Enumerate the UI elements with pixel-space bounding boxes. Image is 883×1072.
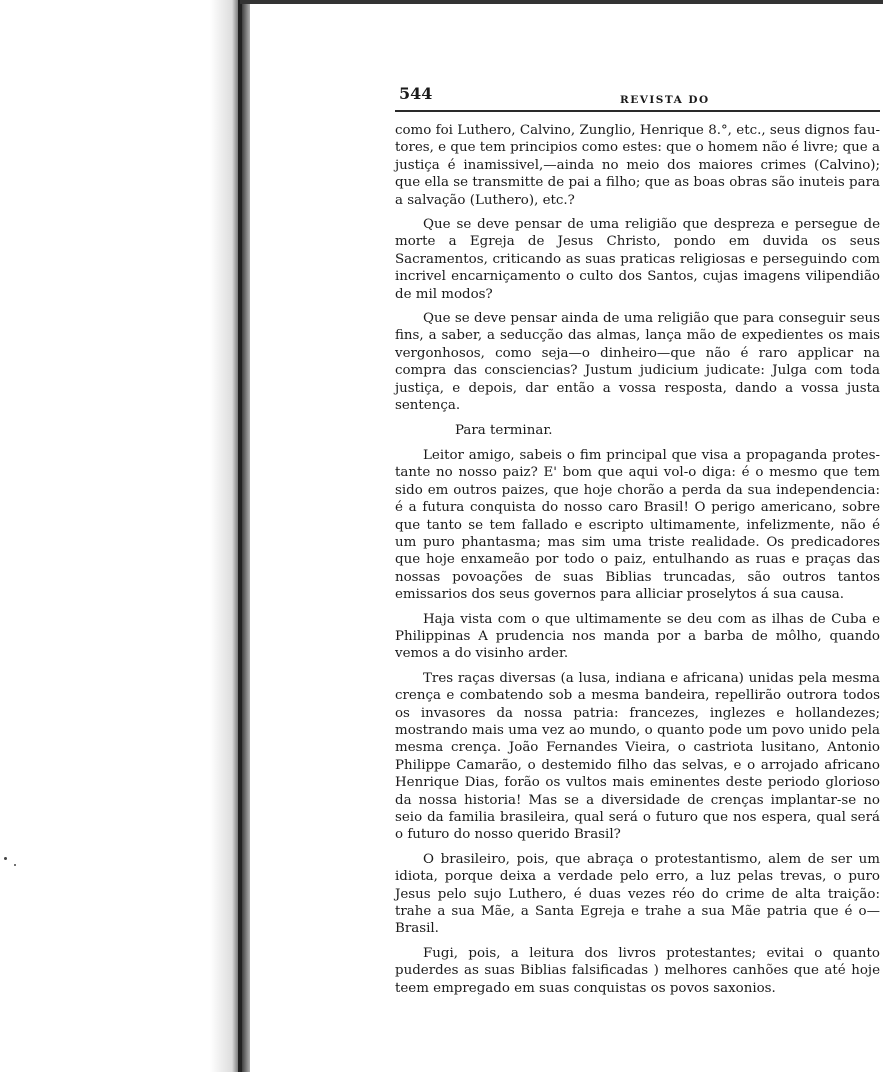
paragraph: Leitor amigo, sabeis o fim principal que visa a propaganda protestante no nosso paiz? E' bom que aqui vol-o diga: é o mesmo que tem sido em outros paizes, que hoje chorão a perda da sua independencia: é a futura conquista do nosso caro Brasil! O perigo americano, sobre que tanto se tem fallado e escripto ultimamente, infelizmente, não é um puro phantasma; mas sim uma triste realidade. Os predicadores que hoje enxameão por todo o paiz, entulhando as ruas e praças das nossas povoações de suas Biblias truncadas, são outros tantos emissarios dos seus governos para alliciar proselytos á sua causa. bbox=[395, 447, 880, 603]
section-lead: Para terminar. bbox=[455, 422, 553, 438]
binding-edge bbox=[238, 0, 242, 1072]
paragraph: Que se deve pensar ainda de uma religião que para conseguir seus fins, a saber, a seducção das almas, lança mão de expedientes os mais vergonhosos, como seja—o dinheiro—que não é raro applicar na compra das consciencias? Justum judicium judicate: Julga com toda justiça, e depois, dar então a vossa resposta, dando a vossa justa sentença. bbox=[395, 311, 880, 414]
running-title: REVISTA DO bbox=[620, 94, 710, 106]
page-top-edge bbox=[240, 0, 883, 4]
paragraph-continuation: como foi Luthero, Calvino, Zunglio, Henrique 8.°, etc., seus dignos fautores, e que tem principios como estes: que o homem não é livre; que a justiça é inamissivel,—ainda no meio dos maiores crimes (Calvino); que ella se transmitte de pai a filho; que as boas obras são inuteis para a salvação (Luthero), etc.? bbox=[395, 123, 880, 208]
page-number: 544 bbox=[399, 84, 433, 103]
paragraph: O brasileiro, pois, que abraça o protestantismo, alem de ser um idiota, porque deixa a verdade pelo erro, a luz pelas trevas, o puro Jesus pelo sujo Luthero, é duas vezes réo do crime de alta traição: trahe a sua Mãe, a Santa Egreja e trahe a sua Mãe patria que é o—Brasil. bbox=[395, 851, 880, 937]
paragraph: Fugi, pois, a leitura dos livros protestantes; evitai o quanto puderdes as suas Biblias falsificadas ) melhores canhões que até hoje teem empregado em suas conquistas os povos saxonios. bbox=[395, 945, 880, 996]
scan-speck bbox=[14, 864, 16, 866]
page-content bbox=[395, 84, 880, 1004]
paragraph: Haja vista com o que ultimamente se deu com as ilhas de Cuba e Philippinas A prudencia nos manda por a barba de môlho, quando vemos a do visinho arder. bbox=[395, 611, 880, 662]
gutter-shadow bbox=[210, 0, 250, 1072]
paragraph: Tres raças diversas (a lusa, indiana e africana) unidas pela mesma crença e combatendo sob a mesma bandeira, repellirão outrora todos os invasores da nossa patria: francezes, inglezes e hollandezes; mostrando mais uma vez ao mundo, o quanto pode um povo unido pela mesma crença. João Fernandes Vieira, o castriota lusitano, Antonio Philippe Camarão, o destemido filho das selvas, e o arrojado africano Henrique Dias, forão os vultos mais eminentes deste periodo glorioso da nossa historia! Mas se a diversidade de crenças implantar-se no seio da familia brasileira, qual será o futuro que nos espera, qual será o futuro do nosso querido Brasil? bbox=[395, 670, 880, 843]
scan-speck bbox=[4, 857, 7, 860]
page-header bbox=[395, 84, 880, 112]
book-gutter bbox=[0, 0, 245, 1072]
paragraph: Que se deve pensar de uma religião que despreza e persegue de morte a Egreja de Jesus Christo, pondo em duvida os seus Sacramentos, criticando as suas praticas religiosas e perseguindo com incrivel encarniçamento o culto dos Santos, cujas imagens vilipendião de mil modos? bbox=[395, 217, 880, 302]
